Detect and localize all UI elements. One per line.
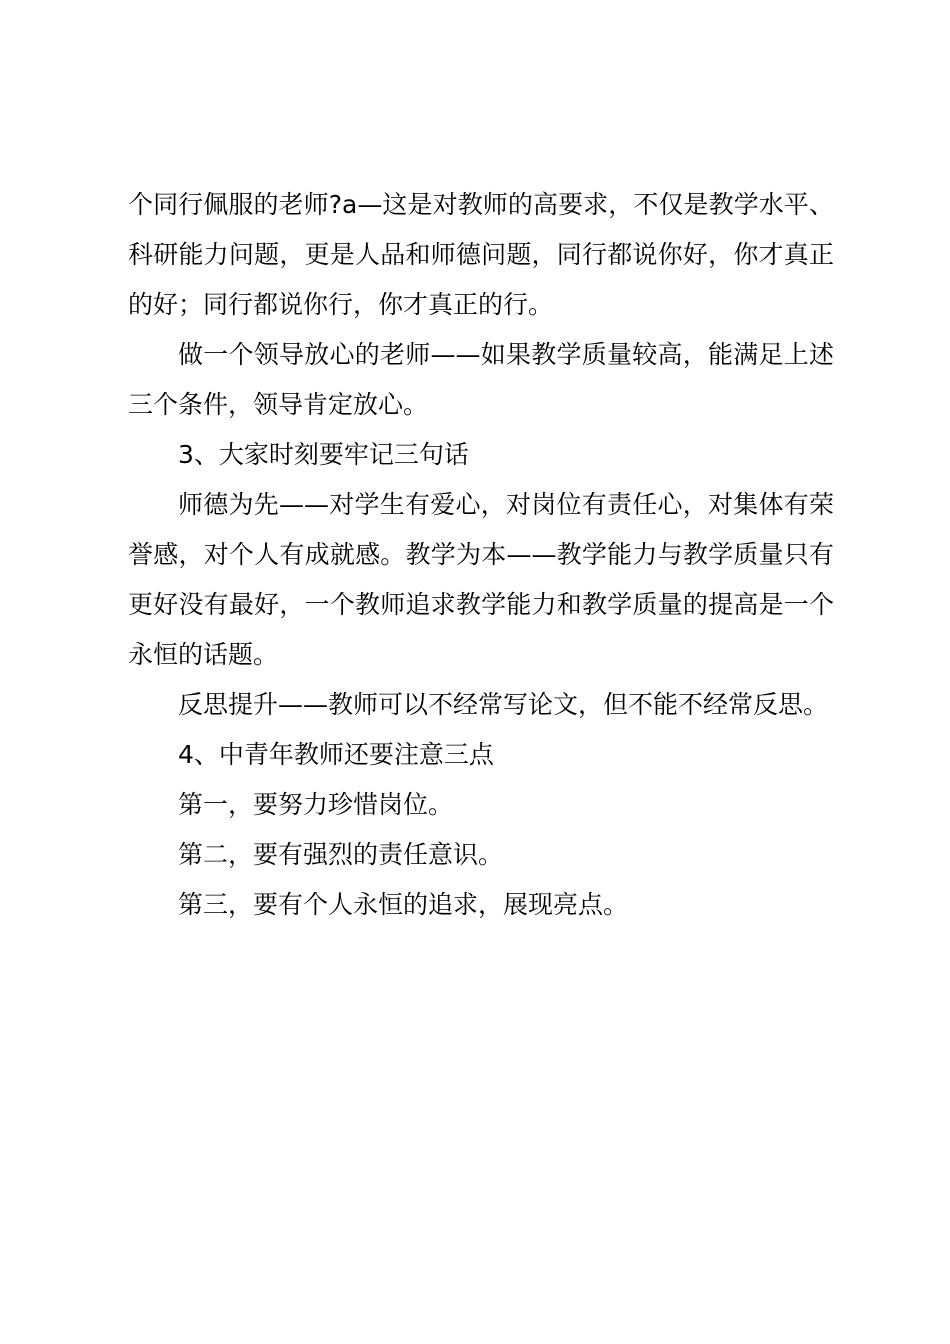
paragraph-leader-trust: 做一个领导放心的老师——如果教学质量较高，能满足上述三个条件，领导肯定放心。 xyxy=(128,340,834,419)
section-heading-3: 3、大家时刻要牢记三句话 xyxy=(178,440,469,469)
point-third: 第三，要有个人永恒的追求，展现亮点。 xyxy=(178,890,629,919)
section-heading-4: 4、中青年教师还要注意三点 xyxy=(178,740,494,769)
paragraph-three-sentences: 师德为先——对学生有爱心，对岗位有责任心，对集体有荣誉感，对个人有成就感。教学为本——教学能力与教学质量只有更好没有最好，一个教师追求教学能力和教学质量的提高是一个永恒的话题。 xyxy=(128,490,834,669)
document-body xyxy=(128,180,834,930)
point-first: 第一，要努力珍惜岗位。 xyxy=(178,790,454,819)
paragraph-reflection: 反思提升——教师可以不经常写论文，但不能不经常反思。 xyxy=(178,690,829,719)
paragraph-continued: 个同行佩服的老师?a—这是对教师的高要求，不仅是教学水平、科研能力问题，更是人品和师德问题，同行都说你好，你才真正的好；同行都说你行，你才真正的行。 xyxy=(128,190,834,319)
point-second: 第二，要有强烈的责任意识。 xyxy=(178,840,504,869)
